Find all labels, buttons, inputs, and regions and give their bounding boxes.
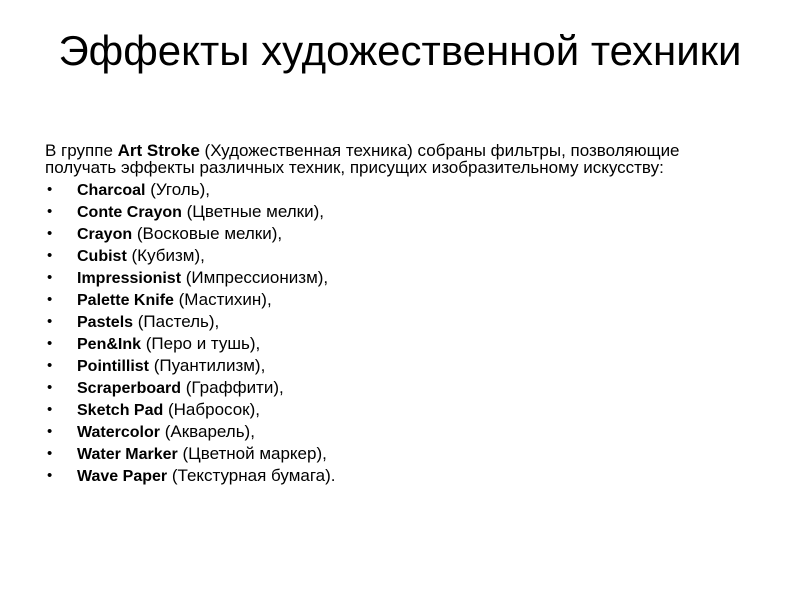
slide-title: Эффекты художественной техники <box>58 27 742 74</box>
item-term: Palette Knife <box>77 292 174 309</box>
bullet-icon: • <box>47 313 53 330</box>
item-desc: (Цветной маркер), <box>177 444 327 463</box>
list-item <box>45 311 745 333</box>
item-desc: (Граффити), <box>181 378 284 397</box>
bullet-icon: • <box>47 335 53 352</box>
intro-prefix: В группе <box>45 141 118 160</box>
intro-paragraph <box>45 142 745 176</box>
item-desc: (Пастель), <box>133 312 220 331</box>
item-term: Watercolor <box>77 424 160 441</box>
bullet-icon: • <box>47 291 53 308</box>
item-desc: (Импрессионизм), <box>181 268 329 287</box>
item-desc: (Перо и тушь), <box>141 334 261 353</box>
item-term: Conte Crayon <box>77 204 182 221</box>
bullet-icon: • <box>47 445 53 462</box>
item-term: Pen&Ink <box>77 336 142 353</box>
bullet-icon: • <box>47 269 53 286</box>
item-term: Impressionist <box>77 270 182 287</box>
bullet-icon: • <box>47 181 53 198</box>
item-desc: (Цветные мелки), <box>181 202 324 221</box>
list-item <box>45 421 745 443</box>
item-desc: (Мастихин), <box>173 290 272 309</box>
item-desc: (Восковые мелки), <box>132 224 283 243</box>
item-term: Sketch Pad <box>77 402 164 419</box>
bullet-icon: • <box>47 467 53 484</box>
list-item <box>45 443 745 465</box>
item-term: Water Marker <box>77 446 178 463</box>
item-term: Pastels <box>77 314 134 331</box>
list-item <box>45 289 745 311</box>
list-item <box>45 201 745 223</box>
slide-body <box>45 142 745 487</box>
list-item <box>45 245 745 267</box>
list-item <box>45 377 745 399</box>
item-desc: (Уголь), <box>145 180 210 199</box>
list-item <box>45 267 745 289</box>
bullet-icon: • <box>47 379 53 396</box>
item-term: Wave Paper <box>77 468 168 485</box>
bullet-icon: • <box>47 247 53 264</box>
bullet-icon: • <box>47 203 53 220</box>
list-item <box>45 399 745 421</box>
list-item <box>45 355 745 377</box>
bullet-icon: • <box>47 401 53 418</box>
item-term: Scraperboard <box>77 380 182 397</box>
list-item <box>45 179 745 201</box>
list-item <box>45 465 745 487</box>
item-desc: (Акварель), <box>159 422 255 441</box>
intro-suffix: (Художественная техника) собраны фильтры, позволяющие получать эффекты различных техник, присущих изобразительному искусству: <box>45 141 680 177</box>
bullet-icon: • <box>47 423 53 440</box>
item-desc: (Набросок), <box>163 400 260 419</box>
effects-list <box>45 179 745 487</box>
bullet-icon: • <box>47 357 53 374</box>
item-term: Cubist <box>77 248 127 265</box>
bullet-icon: • <box>47 225 53 242</box>
item-term: Crayon <box>77 226 133 243</box>
item-term: Pointillist <box>77 358 149 375</box>
item-term: Charcoal <box>77 182 146 199</box>
list-item <box>45 333 745 355</box>
item-desc: (Текстурная бумага). <box>167 466 336 485</box>
list-item <box>45 223 745 245</box>
intro-term: Art Stroke <box>117 141 200 160</box>
item-desc: (Кубизм), <box>126 246 205 265</box>
item-desc: (Пуантилизм), <box>149 356 266 375</box>
